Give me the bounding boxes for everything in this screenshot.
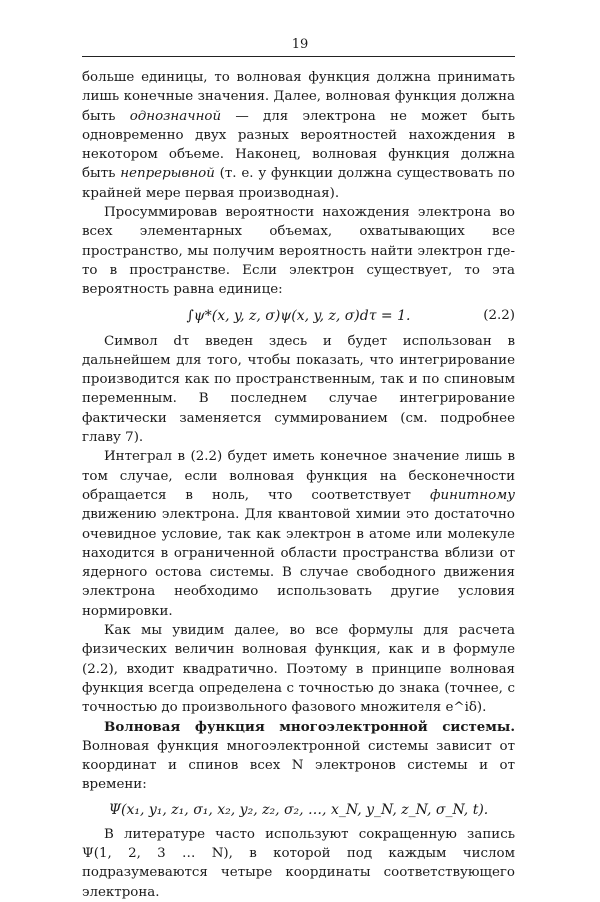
paragraph-6-text: Волновая функция многоэлектронной системы зависит от координат и спинов всех N электронов системы и от времени: — [82, 738, 515, 793]
normalization-formula: ∫ψ*(x, y, z, σ)ψ(x, y, z, σ)dτ = 1. — [186, 307, 411, 324]
paragraph-5: Как мы увидим далее, во все формулы для расчета физических величин волновая функция, как и в формуле (2.2), входит квадратично. Поэтому в принципе волновая функция всегда определена с точностью до знака (точнее, с точностью до произвольного фазового множителя e^iδ). — [82, 623, 515, 716]
paragraph-1-part-a: больше единицы, то волновая функция должна принимать лишь конечные значения. Далее, волновая функция должна быть — [82, 70, 515, 124]
paragraph-1 — [82, 68, 515, 203]
paragraph-3: Символ dτ введен здесь и будет использован в дальнейшем для того, чтобы показать, что интегрирование производится как по пространственным, так и по спиновым переменным. В последнем случае интегрирование фактически заменяется суммированием (см. подробнее главу 7). — [82, 333, 515, 446]
paragraph-6 — [82, 718, 515, 795]
paragraph-4-part-a: Интеграл в (2.2) будет иметь конечное значение лишь в том случае, если волновая функция на бесконечности обращается в ноль, что соответствует — [82, 449, 515, 503]
emphasis-single-valued: однозначной — [129, 108, 222, 124]
page-number: 19 — [291, 37, 309, 52]
wavefunction-formula: Ψ(x₁, y₁, z₁, σ₁, x₂, y₂, z₂, σ₂, …, x_N, y_N, z_N, σ_N, t). — [108, 801, 489, 818]
section-heading: Волновая функция многоэлектронной системы. — [104, 718, 515, 735]
paragraph-2: Просуммировав вероятности нахождения электрона во всех элементарных объемах, охватывающих все пространство, мы получим вероятность найти электрон где-то в пространстве. Если электрон существует, то эта вероятность равна единице: — [82, 205, 515, 298]
header-rule — [82, 56, 515, 57]
paragraph-1-part-c: (т. е. у функции должна существовать по крайней мере первая производная). — [82, 166, 515, 201]
formula-2-2-row — [82, 300, 515, 332]
paragraph-7: В литературе часто используют сокращенную запись Ψ(1, 2, 3 … N), в которой под каждым числом подразумеваются четыре координаты соответствующего электрона. — [82, 826, 515, 900]
paragraph-4-part-b: движению электрона. Для квантовой химии это достаточно очевидное условие, так как электрон в атоме или молекуле находится в ограниченной области пространства вблизи от ядерного остова системы. В случае свободного движения электрона необходимо использовать другие условия нормировки. — [82, 507, 515, 619]
formula-number: (2.2) — [483, 307, 515, 323]
emphasis-continuous: непрерывной — [120, 166, 215, 182]
paragraph-4 — [82, 447, 515, 621]
paragraph-1-part-b: — для электрона не может быть одновременно двух разных вероятностей нахождения в некотором объеме. Наконец, волновая функция должна быть — [82, 108, 515, 182]
emphasis-finite: финитному — [430, 487, 515, 503]
text-column — [82, 68, 515, 902]
